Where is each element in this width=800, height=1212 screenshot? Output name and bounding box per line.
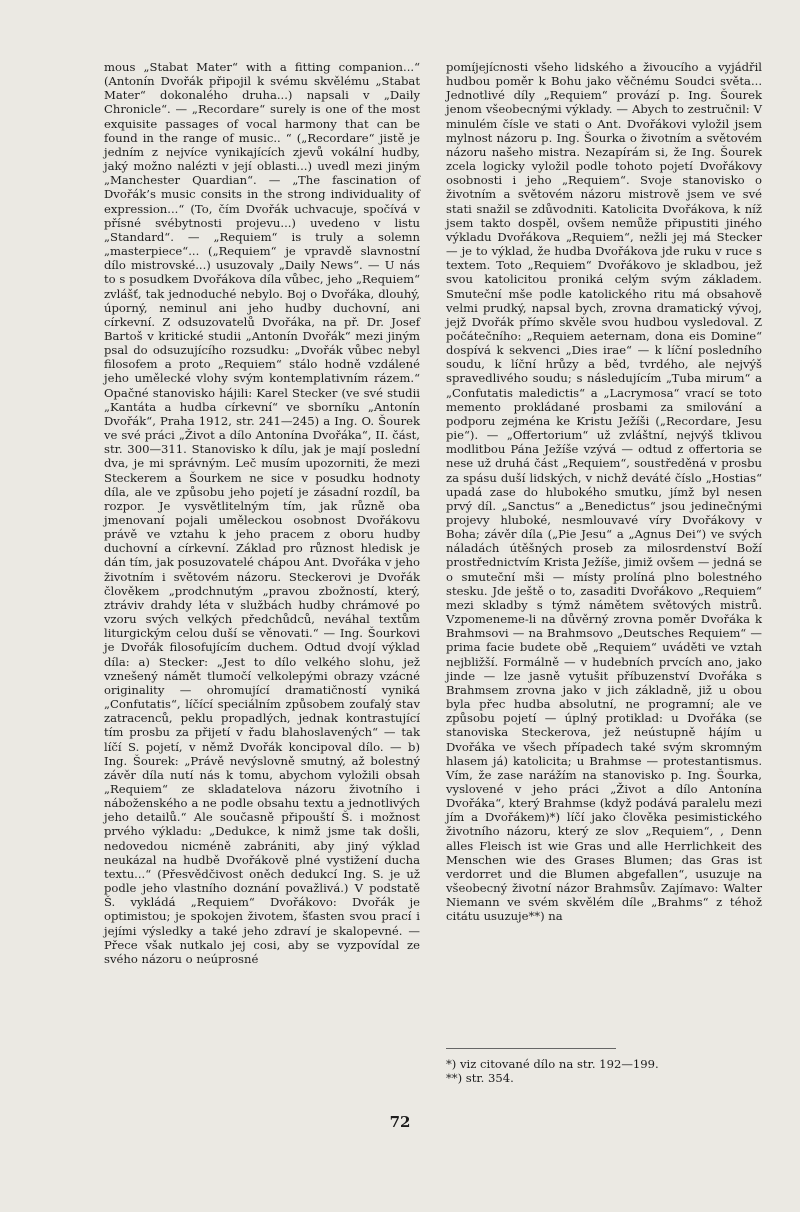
- page-number: 72: [389, 1113, 411, 1131]
- text-column-right: [446, 60, 762, 924]
- footnotes: [446, 1048, 762, 1085]
- left-column-text: mous „Stabat Mater“ with a fitting companion...“ (Antonín Dvořák připojil k svému skvělému „Stabat Mater“ dokonalého druha...) napsali v „Daily Chronicle“. — „Recordare“ surely is one of the most exquisite passages of vocal harmony that can be found in the range of music.. “ („Recordare“ jistě je jedním z nejvíce vynikajících zjevů vokální hudby, jaký možno nalézti v její oblasti...) uvedl mezi jiným „Manchester Quardian“. — „The fascination of Dvořák’s music consits in the strong individuality of expression...“ (To, čím Dvořák uchvacuje, spočívá v přísné svébytnosti projevu...) uvedeno v listu „Standard“. — „Requiem“ is truly a solemn „masterpiece“... („Requiem“ je vpravdě slavnostní dílo mistrovské...) usuzovaly „Daily News“. — U nás to s posudkem Dvořákova díla vůbec, jeho „Requiem“ zvlášť, tak jednoduché nebylo. Boj o Dvořáka, dlouhý, úporný, neminul ani jeho hudby duchovní, ani církevní. Z odsuzovatelů Dvořáka, na př. Dr. Josef Bartoš v kritické studii „Antonín Dvořák“ mezi jiným psal do odsuzujícího rozsudku: „Dvořák vůbec nebyl filosofem a proto „Requiem“ stálo hodně vzdálené jeho umělecké vlohy svým kontemplativním rázem.“ Opačné stanovisko hájili: Karel Stecker (ve své studii „Kantáta a hudba církevní“ ve sborníku „Antonín Dvořák“, Praha 1912, str. 241—245) a Ing. O. Šourek ve své práci „Život a dílo Antonína Dvořáka“, II. část, str. 300—311. Stanovisko k dílu, jak je mají poslední dva, je mi správným. Leč musím upozorniti, že mezi Steckerem a Šourkem ne sice v posudku hodnoty díla, ale ve způsobu jeho pojetí je zásadní rozdíl, ba rozpor. Je vysvětlitelným tím, jak různě oba jmenovaní pojali uměleckou osobnost Dvořákovu právě ve vztahu k jeho pracem z oboru hudby duchovní a církevní. Základ pro různost hledisk je dán tím, jak posuzovatelé chápou Ant. Dvořáka v jeho životním i světovém názoru. Steckerovi je Dvořák člověkem „prodchnutým „pravou zbožností, který, ztráviv drahdy léta v službách hudby chrámové po vzoru svých velkých předchůdců, neváhal textům liturgickým celou duší se věnovati.“ — Ing. Šourkovi je Dvořák filosofujícím duchem. Odtud dvojí výklad díla: a) Stecker: „Jest to dílo velkého slohu, jež vznešený námět tlumočí velkolepými obrazy vzácné originality — ohromující dramatičností vyniká „Confutatis“, líčící speciálním způsobem zoufalý stav zatracenců, peklu propadlých, jednak kontrastující tím prosbu za přijetí v řadu blahoslavených“ — tak líčí S. pojetí, v němž Dvořák koncipoval dílo. — b) Ing. Šourek: „Právě nevýslovně smutný, až bolestný závěr díla nutí nás k tomu, abychom vyložili obsah „Requiem“ ze skladatelova názoru životního i náboženského a ne podle obsahu textu a jednotlivých jeho detailů.“ Ale současně připouští Š. i možnost prvého výkladu: „Dedukce, k nimž jsme tak došli, nedovedou nicméně zabrániti, aby jiný výklad neukázal na hudbě Dvořákově plné vystižení ducha textu...“ (Přesvědčivost oněch dedukcí Ing. S. je už podle jeho vlastního doznání považlivá.) V podstatě Š. vykládá „Requiem“ Dvořákovo: Dvořák je optimistou; je spokojen životem, šťasten svou prací i jejími výsledky a také jeho zdraví je skalopevné. — Přece však nutkalo jej cosi, aby se vyzpovídal ze svého názoru o neúprosné: [104, 60, 420, 966]
- footnote-2: **) str. 354.: [446, 1071, 514, 1086]
- right-column-text: pomíjejícnosti všeho lidského a živoucího a vyjádřil hudbou poměr k Bohu jako věčnému Soudci světa... Jednotlivé díly „Requiem“ provází p. Ing. Šourek jenom všeobecnými výklady. — Abych to zestručnil: V minulém čísle ve stati o Ant. Dvořákovi vyložil jsem mylnost názoru p. Ing. Šourka o životním a světovém názoru našeho mistra. Nezapírám si, že Ing. Šourek zcela logicky vyložil podle tohoto pojetí Dvořákovy osobnosti i jeho „Requiem“. Svoje stanovisko o životním a světovém názoru mistrově jsem ve své stati snažil se zdůvodniti. Katolicita Dvořákova, k níž jsem takto dospěl, ovšem nemůže připustiti jiného výkladu Dvořákova „Requiem“, nežli jej má Stecker — je to výklad, že hudba Dvořákova jde ruku v ruce s textem. Toto „Requiem“ Dvořákovo je skladbou, jež svou katolicitou proniká celým svým základem. Smuteční mše podle katolického ritu má obsahově velmi prudký, napsal bych, zrovna dramatický vývoj, jejž Dvořák přímo skvěle svou hudbou vysledoval. Z počátečního: „Requiem aeternam, dona eis Domine“ dospívá k sekvenci „Dies irae“ — k líční posledního soudu, k líční hrůzy a běd, tvrdého, ale nejvýš spravedlivého soudu; s následujícím „Tuba mirum“ a „Confutatis maledictis“ a „Lacrymosa“ vrací se toto memento prokládané prosbami za smilování a podporu zejména ke Kristu Ježíši („Recordare, Jesu pie“). — „Offertorium“ už zvláštní, nejvýš tklivou modlitbou Pána Ježíše vzývá — odtud z offertoria se nese už druhá část „Requiem“, soustředěná v prosbu za spásu duší lidských, v nichž deváté číslo „Hostias“ upadá zase do hlubokého smutku, jímž byl nesen prvý díl. „Sanctus“ a „Benedictus“ jsou jedinečnými projevy hluboké, nesmlouvavé víry Dvořákovy v Boha; závěr díla („Pie Jesu“ a „Agnus Dei“) ve svých náladách útěšných proseb za milosrdenství Boží prostřednictvím Krista Ježíše, jimiž ovšem — jedná se o smuteční mši — místy prolíná plno bolestného stesku. Jde ještě o to, zasaditi Dvořákovo „Requiem“ mezi skladby s týmž námětem světových mistrů. Vzpomeneme-li na důvěrný zrovna poměr Dvořáka k Brahmsovi — na Brahmsovo „Deutsches Requiem“ — prima facie budete obě „Requiem“ uváděti ve vztah nejbližší. Formálně — v hudebních prvcích ano, jako jinde — lze jasně vytušit příbuzenství Dvořáka s Brahmsem zrovna jako v jich základně, již u obou byla přec hudba absolutní, ne programní; ale ve způsobu pojetí — úplný protiklad: u Dvořáka (se stanoviska Steckerova, jež neústupně hájím u Dvořáka ve všech případech také svým skromným hlasem já) katolicita; u Brahmse — protestantismus. Vím, že zase narážím na stanovisko p. Ing. Šourka, vyslovené v jeho práci „Život a dílo Antonína Dvořáka“, který Brahmse (když podává paralelu mezi jím a Dvořákem)*) líčí jako člověka pesimistického životního názoru, který ze slov „Requiem“, , Denn alles Fleisch ist wie Gras und alle Herrlichkeit des Menschen wie des Grases Blumen; das Gras ist verdorret und die Blumen abgefallen“, usuzuje na všeobecný životní názor Brahmsův. Zajímavo: Walter Niemann ve svém skvělém díle „Brahms“ z téhož citátu usuzuje**) na: [446, 60, 762, 924]
- text-column-left: [104, 60, 420, 966]
- footnote-1: *) viz citované dílo na str. 192—199.: [446, 1057, 659, 1071]
- footnote-divider: [446, 1048, 616, 1049]
